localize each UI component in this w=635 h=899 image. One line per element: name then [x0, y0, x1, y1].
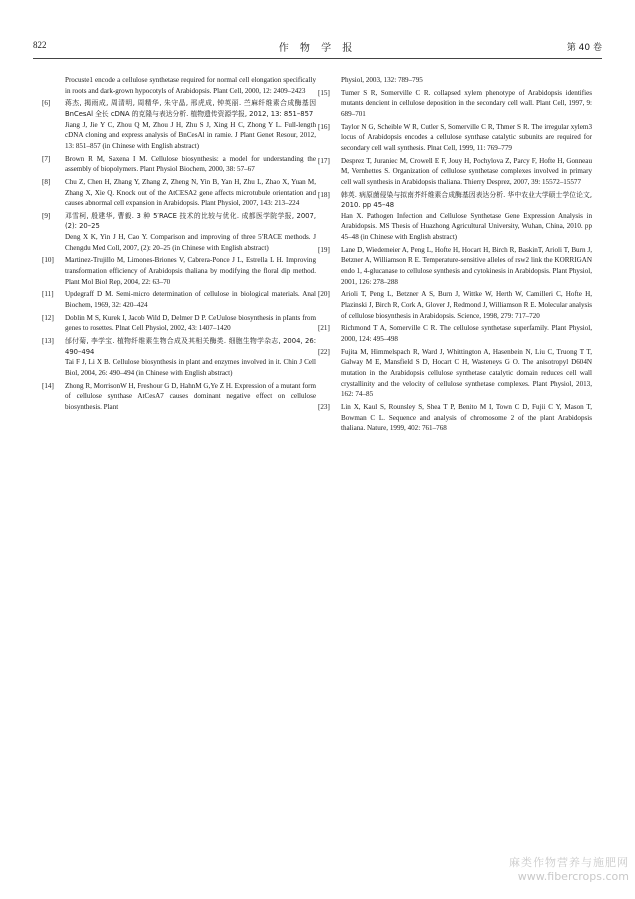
reference-number: [21]: [318, 324, 330, 333]
reference-item: [42, 255, 316, 287]
reference-number: [11]: [42, 290, 54, 299]
reference-item: [318, 88, 592, 120]
reference-text: Tumer S R, Somerville C R. collapsed xylem phenotype of Arabidopsis identifies mutants dencient in cellulose deposition in the secondary cell wall. Plant Cell, 1997, 9: 689–701: [341, 88, 592, 118]
reference-number: [18]: [318, 190, 330, 199]
site-watermark: [509, 854, 629, 883]
reference-continuation: [42, 75, 316, 96]
reference-number: [16]: [318, 122, 330, 131]
reference-text: Lane D, Wiedemeier A, Peng L, Hofte H, Hocart H, Birch R, BaskinT, Arioli T, Burn J, Betzner A, Williamson R E. Temperature-sensitive alleles of rsw2 link the KORRIGAN endo 1, 4-glucanase to cellulose synthesis and cytokinesis in Arabidopsis. Plant Physiol, 2001, 126: 278–288: [341, 245, 592, 286]
reference-number: [17]: [318, 156, 330, 165]
reference-text: Doblin M S, Kurek I, Jacob Wild D, Delmer D P. CeUulose biosynthesis in pIants from genes to rosettes. Plnat Cell Physiol, 2002, 43: 1407–1420: [65, 313, 316, 333]
references-left-column: [42, 75, 316, 415]
journal-title: 作 物 学 报: [278, 43, 357, 54]
reference-item: [42, 289, 316, 310]
reference-text: Zhong R, MorrisonW H, Freshour G D, HahnM G,Ye Z H. Expression of a mutant form of cellulose synthase AtCesA7 causes dominant negative effect on cellulose biosynthesis. Plant: [65, 381, 316, 411]
reference-item: [42, 336, 316, 378]
reference-translation: Tai F J, Li X B. Cellulose biosynthesis in plant and enzymes involved in it. Chin J Cell Biol, 2004, 26: 490–494 (in Chinese with English abstract): [65, 358, 316, 377]
reference-number: [9]: [42, 211, 51, 220]
reference-item: [42, 313, 316, 334]
reference-item: [318, 347, 592, 400]
reference-item: [318, 289, 592, 321]
reference-text: Lin X, Kaul S, Rounsley S, Shea T P, Benito M I, Town C D, Fujii C Y, Mason T, Bowman C L. Sequence and analysis of chromosome 2 of the plant Arabidopsis thaliana. Nature, 1999, 402: 761–768: [341, 402, 592, 433]
page-number: 822: [33, 40, 47, 50]
reference-number: [15]: [318, 88, 330, 97]
reference-number: [23]: [318, 402, 330, 411]
reference-translation: Jiang J, Jie Y C, Zhou Q M, Zhou J H, Zhu S J, Xing H C, Zhong Y L. Full-length cDNA cloning and express analysis of BnCesAl in ramie. J Plant Genet Resour, 2012, 13: 851–857 (in Chinese with English abstract): [65, 120, 316, 150]
header-rule: [33, 58, 602, 59]
reference-text: Desprez T, Juraniec M, Crowell E F, Jouy H, Pochylova Z, Parcy F, Hofte H, Gonneau M, Vernhettes S. Organization of cellulose synthetase complexes involved in primary cell wall synthesis in Arabidopsis thaliana. Thierry Desprez, 2007, 39: 15572–15577: [341, 156, 592, 186]
reference-text: Brown R M, Saxena I M. Cellulose biosynthesis: a model for understanding the assembly of biopolymers. Plant Physiol Biochem, 2000, 38: 57–67: [65, 154, 316, 174]
reference-translation: Deng X K, Yin J H, Cao Y. Comparison and improving of three 5′RACE methods. J Chengdu Med Coll, 2007, (2): 20–25 (in Chinese with English abstract): [65, 233, 316, 252]
reference-number: [19]: [318, 245, 330, 254]
volume-label: 第 40 卷: [566, 43, 602, 53]
reference-text: Fujita M, Himmelspach R, Ward J, Whittington A, Hasenbein N, Liu C, Truong T T, Galway M E, Mansfield S D, Hocart C H, Wasteneys G O. The anisotropyl D604N mutation in the Arabidopsis cellulose synthetase catalytic domain reduces cell wall crystallinity and the velocity of cellulose synthetase complexes. Plant Physiol, 2013, 162: 74–85: [341, 347, 592, 399]
reference-continuation: [318, 75, 592, 86]
reference-number: [8]: [42, 177, 51, 186]
reference-text: Updegraff D M. Semi-micro determination of cellulose in biological materials. Anal Biochem, 1969, 32: 420–424: [65, 290, 316, 309]
reference-translation: Han X. Pathogen Infection and Cellulose Synthetase Gene Expression Analysis in Arabidopsis. MS Thesis of Huazhong Agricultural University, Wuhan, China, 2010. pp 45–48 (in Chinese with English abstract): [341, 211, 592, 242]
reference-number: [20]: [318, 290, 330, 299]
reference-number: [7]: [42, 154, 51, 163]
reference-text: Chu Z, Chen H, Zhang Y, Zhang Z, Zheng N, Yin B, Yan H, Zhu L, Zhao X, Yuan M, Zhang X, Xie Q. Knock out of the AtCESA2 gene affects microtubule orientation and causes abnormal cell expansion in Arabidopsis. Plant Physiol, 2007, 143: 213–224: [65, 177, 316, 208]
reference-number: [13]: [42, 337, 54, 346]
reference-text: 蒋杰, 揭雨成, 周清明, 周精华, 朱守晶, 邢虎成, 钟英丽. 苎麻纤维素合成酶基因 BnCesAl 全长 cDNA 的克隆与表达分析. 植物遗传资源学报, 2012, 13: 851–857: [65, 99, 316, 118]
references-right-column: [318, 75, 592, 436]
reference-text: Martinez-Trujillo M, Limones-Briones V, Cabrera-Ponce J L, Estrella L H. Improving transformation efficiency of Arabidopsis thaliana by modifying the floral dip method. Plant Mol Biol Rep, 2004, 22: 63–70: [65, 256, 316, 286]
reference-text: Physiol, 2003, 132: 789–795: [341, 76, 423, 84]
reference-item: [318, 122, 592, 154]
reference-item: [318, 323, 592, 344]
watermark-site-name: 麻类作物营养与施肥网: [509, 856, 629, 869]
reference-text: 韩英. 病原菌侵染与拟南芥纤维素合成酶基因表达分析. 华中农业大学硕士学位论文, 2010. pp 45–48: [341, 190, 592, 210]
reference-text: Procuste1 encode a cellulose synthetase required for normal cell elongation specifically in roots and dark-grown hypocotyls of Arabidopsis. Plant Cell, 2000, 12: 2409–2423: [65, 76, 316, 95]
reference-item: [318, 190, 592, 243]
reference-text: Richmond T A, Somerville C R. The cellulose synthetase superfamily. Plant Physiol, 2000, 124: 495–498: [341, 324, 592, 343]
page-header: [33, 40, 602, 54]
reference-item: [318, 245, 592, 287]
reference-number: [12]: [42, 313, 54, 322]
reference-number: [22]: [318, 347, 330, 356]
reference-item: [42, 177, 316, 209]
reference-text: Taylor N G, Scheible W R, Cutler S, Somerville C R, Thmer S R. The irregular xylem3 locus of Arabidopsis encodes a cellulose synthase catalytic subunits are required for secondary cell wall synthesis. Plnat Cell, 1999, 11: 769–779: [341, 122, 592, 152]
reference-text: 邰付菊, 李学宝. 植物纤维素生物合成及其相关酶类. 细胞生物学杂志, 2004, 26: 490–494: [65, 337, 316, 356]
watermark-url: www.fibercrops.com: [517, 870, 629, 883]
reference-item: [318, 402, 592, 434]
reference-item: [42, 211, 316, 253]
reference-text: 邓雪柯, 殷建华, 曹毅. 3 种 5′RACE 技术的比较与优化. 成都医学院学报, 2007, (2): 20–25: [65, 211, 316, 231]
reference-text: Arioli T, Peng L, Betzner A S, Burn J, Wittke W, Herth W, Camilleri C, Hofte H, Plazinski J, Birch R, Cork A, Glover J, Redmond J, Williamson R E. Molecular analysis of cellulose biosynthesis in Arabidopsis. Science, 1998, 279: 717–720: [341, 290, 592, 320]
reference-item: [42, 381, 316, 413]
reference-item: [42, 98, 316, 151]
reference-item: [42, 154, 316, 175]
reference-number: [14]: [42, 381, 54, 390]
reference-number: [10]: [42, 256, 54, 265]
reference-number: [6]: [42, 99, 51, 108]
reference-item: [318, 156, 592, 188]
